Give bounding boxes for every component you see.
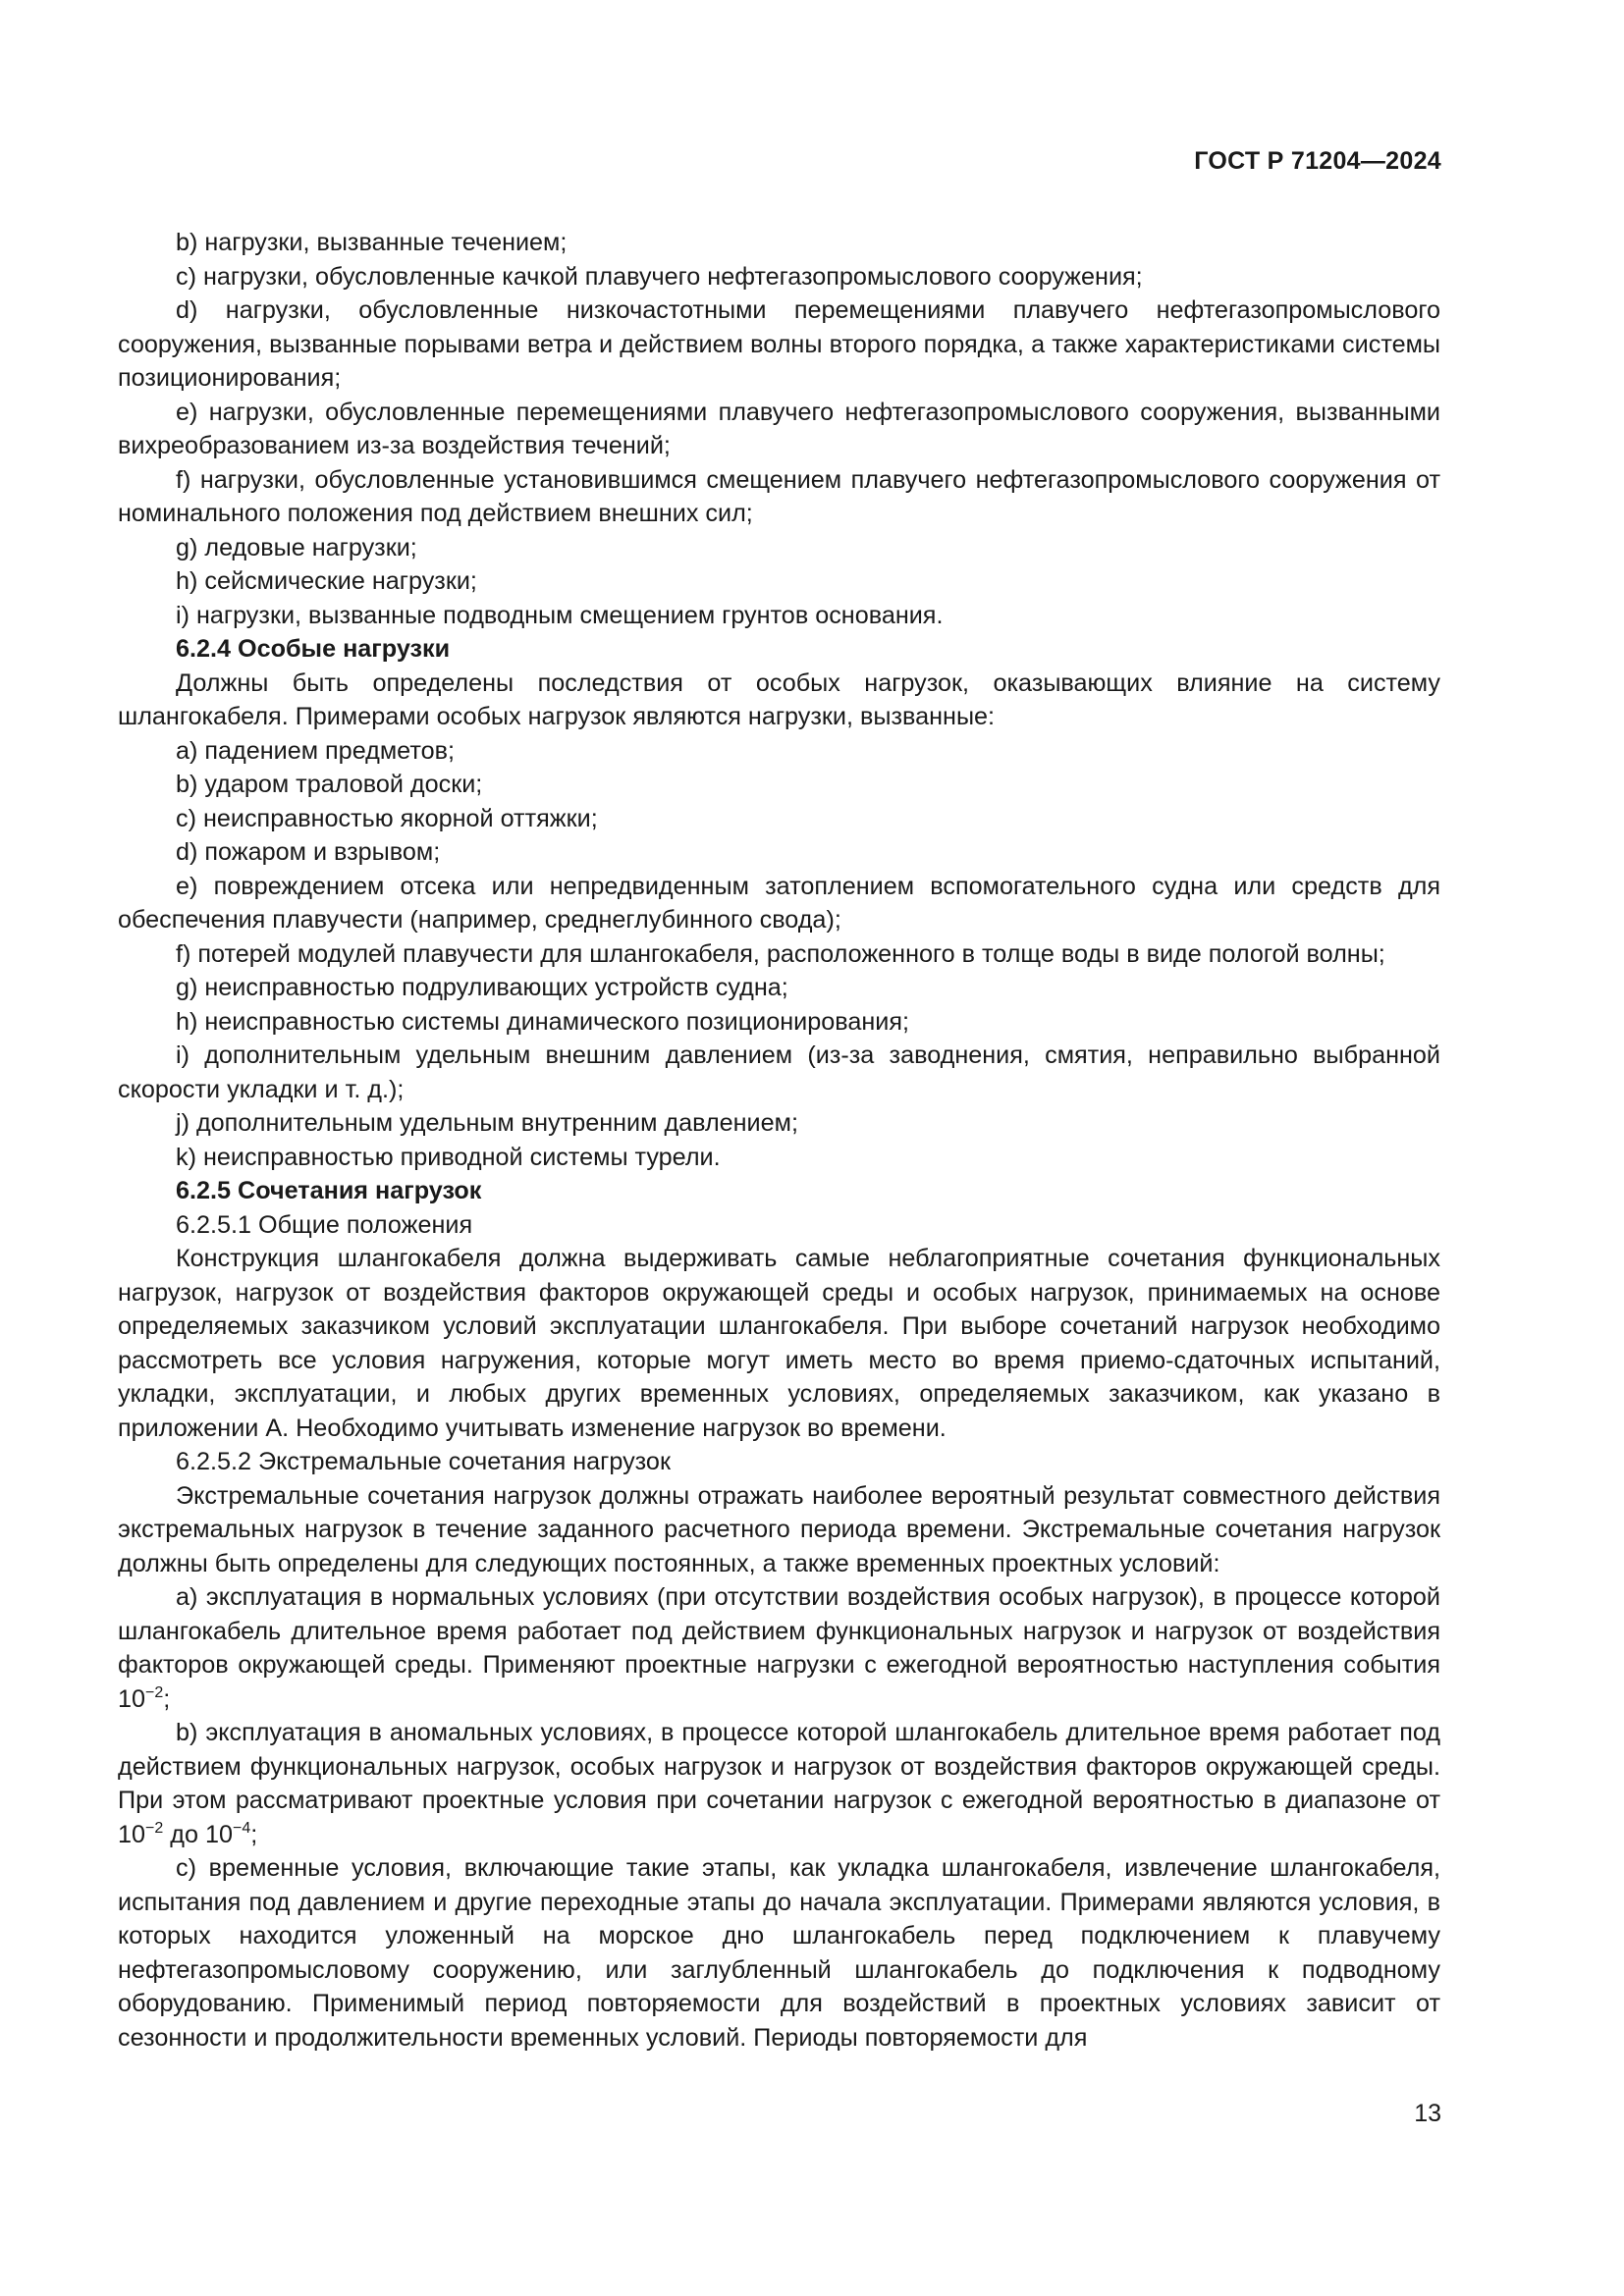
list-item: d) пожаром и взрывом; bbox=[176, 838, 441, 866]
list-item: h) неисправностью системы динамического позиционирования; bbox=[176, 1007, 909, 1036]
subsection-heading-6-2-5-2: 6.2.5.2 Экстремальные сочетания нагрузок bbox=[176, 1448, 671, 1475]
list-item: e) повреждением отсека или непредвиденным затоплением вспомогательного судна или средств для обеспечения плавучести (например, среднеглубинного свода); bbox=[118, 872, 1440, 934]
list-item bbox=[118, 1716, 1440, 1851]
list-item: b) нагрузки, вызванные течением; bbox=[176, 229, 568, 256]
list-item: i) нагрузки, вызванные подводным смещением грунтов основания. bbox=[176, 601, 944, 629]
list-item: c) временные условия, включающие такие этапы, как укладка шлангокабеля, извлечение шлангокабеля, испытания под давлением и другие переходные этапы до начала эксплуатации. Примерами являются условия, в которых находится уложенный на морское дно шлангокабель перед подключением к плавучему нефтегазопромысловому сооружению, или заглубленный шлангокабель до подключения к подводному оборудованию. Применимый период повторяемости для воздействий в проектных условиях зависит от сезонности и продолжительности временных условий. Периоды повторяемости для bbox=[118, 1854, 1440, 2052]
list-item: c) нагрузки, обусловленные качкой плавучего нефтегазопромыслового сооружения; bbox=[176, 262, 1143, 291]
list-item: d) нагрузки, обусловленные низкочастотными перемещениями плавучего нефтегазопромыслового сооружения, вызванные порывами ветра и действием волны второго порядка, а также характеристиками системы позиционирования; bbox=[118, 296, 1440, 392]
list-item-text: ; bbox=[250, 1820, 258, 1848]
page-number: 13 bbox=[1414, 2100, 1441, 2127]
section-heading-6-2-4: 6.2.4 Особые нагрузки bbox=[176, 635, 451, 663]
list-item: b) ударом траловой доски; bbox=[176, 771, 483, 798]
list-item: e) нагрузки, обусловленные перемещениями плавучего нефтегазопромыслового сооружения, вызванными вихреобразованием из-за воздействия течений; bbox=[118, 398, 1440, 459]
list-item: g) ледовые нагрузки; bbox=[176, 533, 417, 561]
list-item-text: a) эксплуатация в нормальных условиях (при отсутствии воздействия особых нагрузок), в процессе которой шлангокабель длительное время работает под действием функциональных нагрузок и нагрузок от воздействия факторов окружающей среды. Применяют проектные нагрузки с ежегодной вероятностью наступления события 10 bbox=[118, 1583, 1440, 1713]
list-item bbox=[118, 1580, 1440, 1716]
document-code-header: ГОСТ Р 71204—2024 bbox=[1194, 147, 1441, 175]
subsection-heading-6-2-5-1: 6.2.5.1 Общие положения bbox=[176, 1210, 473, 1239]
list-item: i) дополнительным удельным внешним давлением (из-за заводнения, смятия, неправильно выбранной скорости укладки и т. д.); bbox=[118, 1041, 1440, 1103]
paragraph: Должны быть определены последствия от особых нагрузок, оказывающих влияние на систему шлангокабеля. Примерами особых нагрузок являются нагрузки, вызванные: bbox=[118, 668, 1440, 730]
list-item: c) неисправностью якорной оттяжки; bbox=[176, 804, 598, 832]
section-heading-6-2-5: 6.2.5 Сочетания нагрузок bbox=[176, 1177, 482, 1204]
document-body bbox=[118, 226, 1440, 2055]
exponent: −2 bbox=[145, 1683, 164, 1701]
list-item: f) потерей модулей плавучести для шлангокабеля, расположенного в толще воды в виде пологой волны; bbox=[176, 939, 1385, 968]
list-item: k) неисправностью приводной системы турели. bbox=[176, 1143, 721, 1171]
exponent: −4 bbox=[233, 1819, 251, 1837]
list-item: h) сейсмические нагрузки; bbox=[176, 567, 477, 595]
paragraph: Конструкция шлангокабеля должна выдерживать самые неблагоприятные сочетания функциональных нагрузок, нагрузок от воздействия факторов окружающей среды и особых нагрузок, принимаемых на основе определяемых заказчиком условий эксплуатации шлангокабеля. При выборе сочетаний нагрузок необходимо рассмотреть все условия нагружения, которые могут иметь место во время приемо-сдаточных испытаний, укладки, эксплуатации, и любых других временных условиях, определяемых заказчиком, как указано в приложении А. Необходимо учитывать изменение нагрузок во времени. bbox=[118, 1245, 1440, 1442]
list-item: g) неисправностью подруливающих устройств судна; bbox=[176, 974, 788, 1001]
list-item: f) нагрузки, обусловленные установившимся смещением плавучего нефтегазопромыслового сооружения от номинального положения под действием внешних сил; bbox=[118, 465, 1440, 527]
paragraph: Экстремальные сочетания нагрузок должны отражать наиболее вероятный результат совместного действия экстремальных нагрузок в течение заданного расчетного периода времени. Экстремальные сочетания нагрузок должны быть определены для следующих постоянных, а также временных проектных условий: bbox=[118, 1481, 1440, 1577]
list-item: a) падением предметов; bbox=[176, 736, 455, 765]
list-item-text: b) эксплуатация в аномальных условиях, в процессе которой шлангокабель длительное время работает под действием функциональных нагрузок, особых нагрузок и нагрузок от воздействия факторов окружающей среды. При этом рассматривают проектные условия при сочетании нагрузок с ежегодной вероятностью в диапазоне от 10 bbox=[118, 1719, 1440, 1848]
list-item-text: до 10 bbox=[163, 1820, 233, 1848]
list-item: j) дополнительным удельным внутренним давлением; bbox=[176, 1109, 798, 1137]
list-item-text: ; bbox=[163, 1684, 171, 1713]
exponent: −2 bbox=[145, 1819, 164, 1837]
